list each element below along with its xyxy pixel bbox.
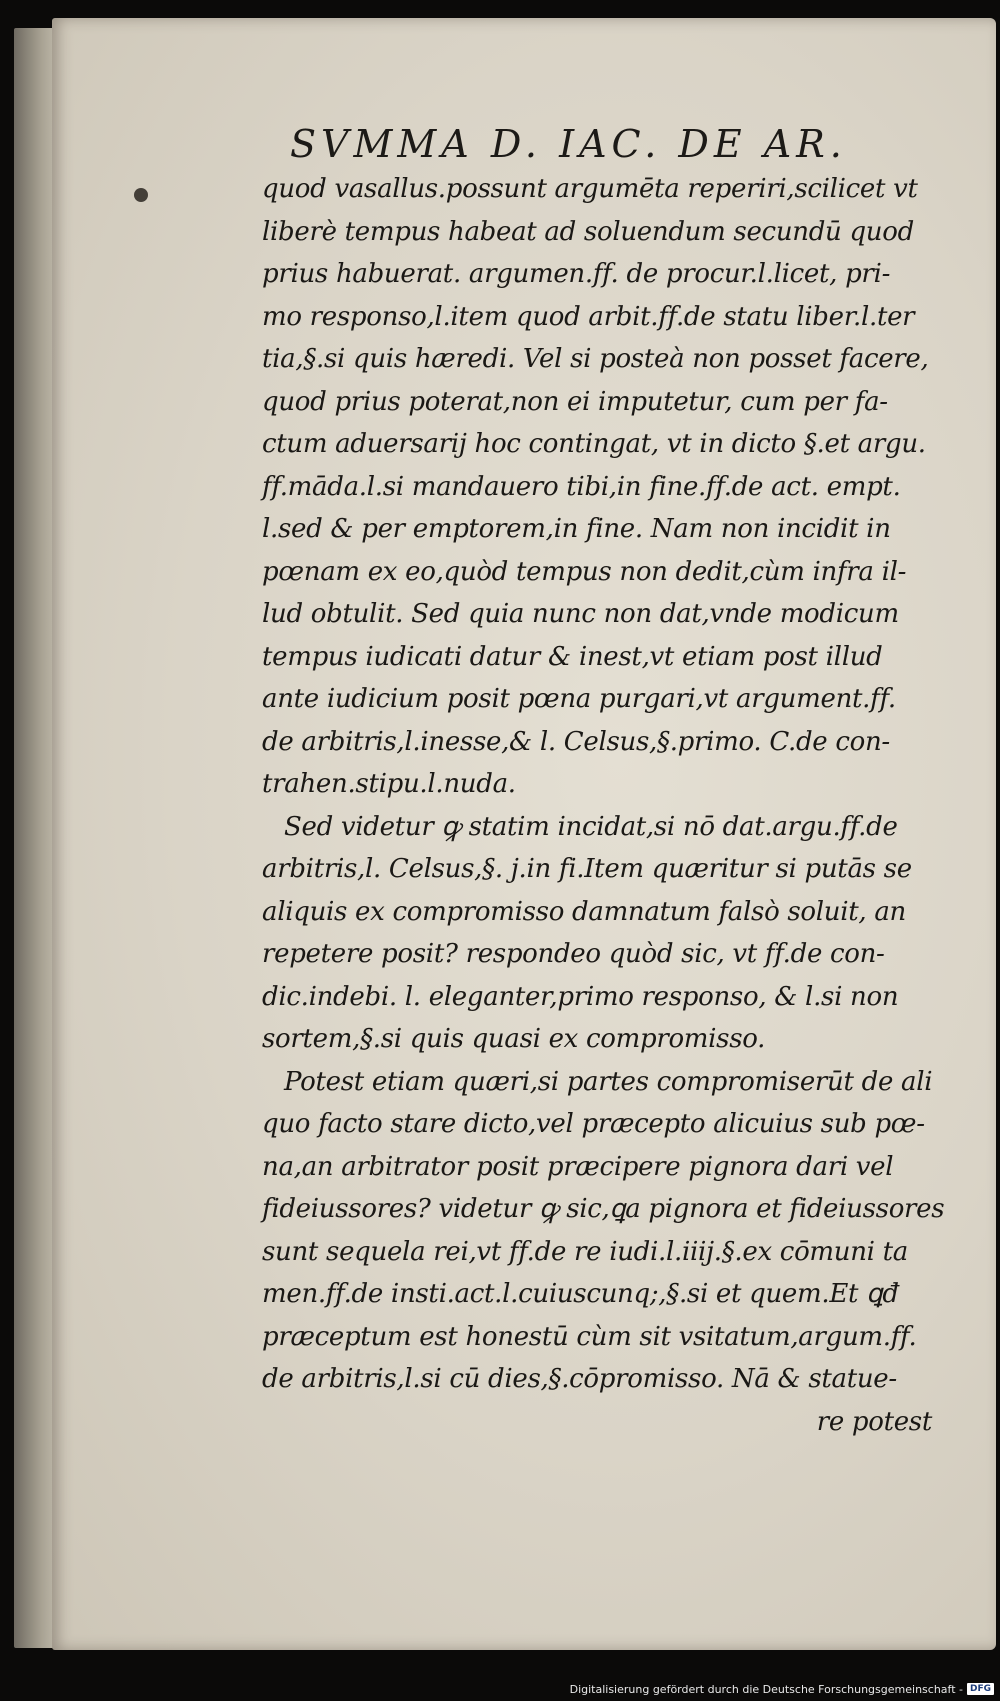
text-line: de arbitris,l.si cū dies,§.cōpromisso. Nā & statue- bbox=[262, 1364, 897, 1394]
text-line: sunt sequela rei,vt ff.de re iudi.l.iiij.§.ex cōmuni ta bbox=[262, 1236, 908, 1267]
text-line: repetere posit? respondeo quòd sic, vt ff.de con- bbox=[262, 939, 885, 969]
text-line: sortem,§.si quis quasi ex compromisso. bbox=[262, 1024, 766, 1054]
text-line: quod vasallus.possunt argumēta reperiri,scilicet vt bbox=[262, 174, 918, 204]
text-line: ante iudicium posit pœna purgari,vt argument.ff. bbox=[262, 684, 896, 714]
text-line: l.sed & per emptorem,in fine. Nam non incidit in bbox=[262, 514, 891, 544]
ink-stain bbox=[134, 188, 148, 202]
paragraph-start-line: Potest etiam quæri,si partes compromiserūt de ali bbox=[284, 1066, 933, 1097]
text-line: fideiussores? videtur ꝙ sic,ꝗa pignora et fideiussores bbox=[262, 1194, 945, 1224]
text-line: ctum aduersarij hoc contingat, vt in dicto §.et argu. bbox=[262, 429, 926, 459]
text-line: lud obtulit. Sed quia nunc non dat,vnde modicum bbox=[262, 599, 899, 629]
text-line: men.ff.de insti.act.l.cuiuscunq;,§.si et quem.Et ꝗđ bbox=[262, 1279, 899, 1309]
text-line: arbitris,l. Celsus,§. j.in fi.Item quæritur si putās se bbox=[262, 854, 912, 884]
text-line: dic.indebi. l. eleganter,primo responso, & l.si non bbox=[262, 981, 899, 1012]
text-line: ff.māda.l.si mandauero tibi,in fine.ff.de act. empt. bbox=[262, 471, 901, 502]
text-line: mo responso,l.item quod arbit.ff.de statu liber.l.ter bbox=[262, 301, 915, 332]
text-line: quo facto stare dicto,vel præcepto alicuius sub pœ- bbox=[262, 1109, 925, 1139]
text-line: trahen.stipu.l.nuda. bbox=[262, 769, 516, 799]
text-line: aliquis ex compromisso damnatum falsò soluit, an bbox=[262, 896, 906, 927]
catchword: re potest bbox=[816, 1406, 932, 1437]
text-line: tia,§.si quis hæredi. Vel si posteà non posset facere, bbox=[262, 344, 929, 374]
paragraph-start-line: Sed videtur ꝙ statim incidat,si nō dat.argu.ff.de bbox=[284, 811, 898, 842]
text-line: prius habuerat. argumen.ff. de procur.l.licet, pri- bbox=[262, 259, 891, 289]
text-line: præceptum est honestū cùm sit vsitatum,argum.ff. bbox=[262, 1321, 917, 1352]
credit-text: Digitalisierung gefördert durch die Deutsche Forschungsgemeinschaft - bbox=[569, 1682, 963, 1696]
text-line: quod prius poterat,non ei imputetur, cum per fa- bbox=[262, 386, 888, 417]
text-line: na,an arbitrator posit præcipere pignora dari vel bbox=[262, 1151, 894, 1182]
text-line: liberè tempus habeat ad soluendum secundū quod bbox=[262, 216, 914, 247]
digitization-credit bbox=[570, 1681, 994, 1697]
running-head: SVMMA D. IAC. DE AR. bbox=[290, 122, 847, 166]
dfg-logo: DFG bbox=[967, 1683, 994, 1695]
text-line: pœnam ex eo,quòd tempus non dedit,cùm infra il- bbox=[262, 556, 907, 587]
text-line: tempus iudicati datur & inest,vt etiam post illud bbox=[262, 641, 883, 672]
body-text bbox=[262, 168, 952, 1443]
text-line: de arbitris,l.inesse,& l. Celsus,§.primo. C.de con- bbox=[262, 726, 890, 757]
